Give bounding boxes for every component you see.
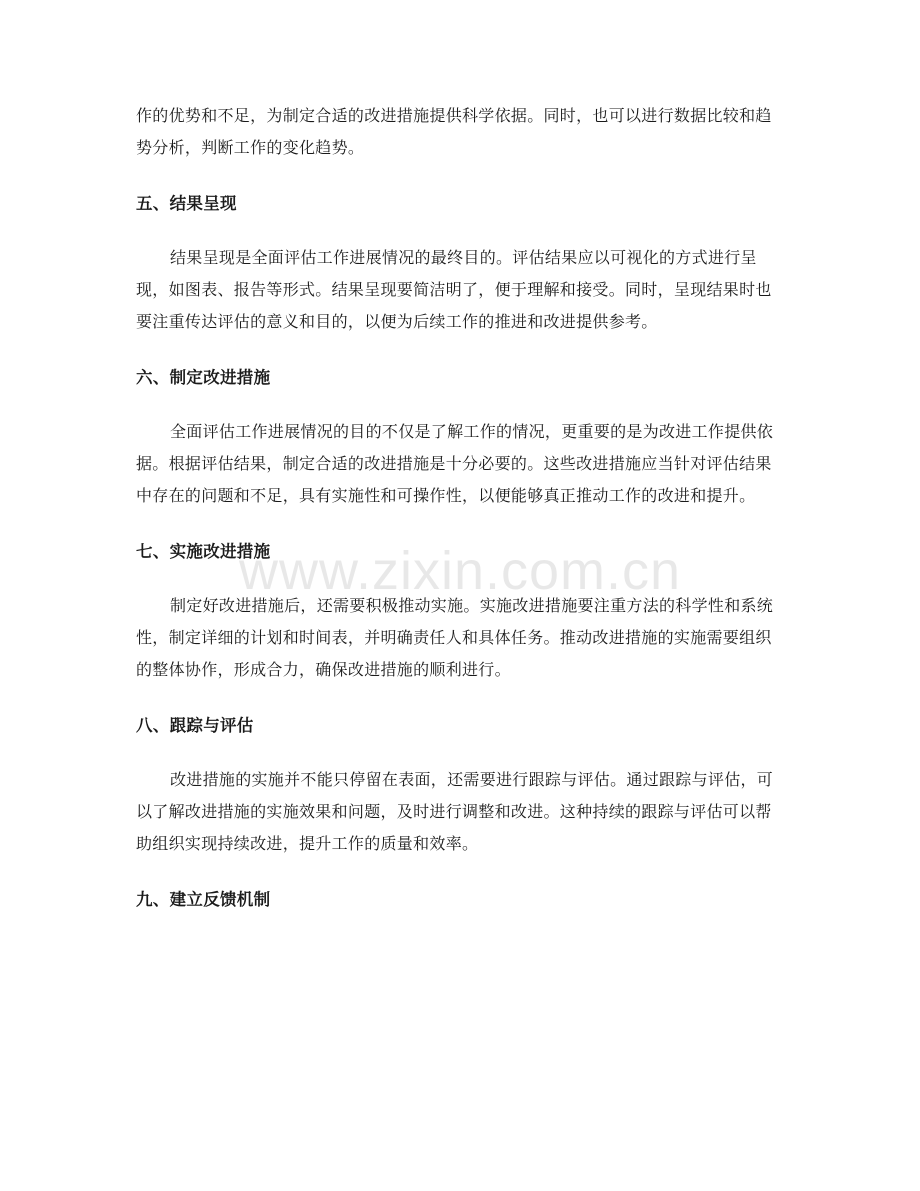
section-heading-5: 五、结果呈现 xyxy=(136,194,237,213)
section-heading-7: 七、实施改进措施 xyxy=(136,542,271,561)
section-heading-8: 八、跟踪与评估 xyxy=(136,716,254,735)
document-body xyxy=(136,100,784,916)
watermark: www.zixin.com.cn xyxy=(238,541,682,601)
section-heading-9: 九、建立反馈机制 xyxy=(136,890,271,909)
section-body-6: 全面评估工作进展情况的目的不仅是了解工作的情况，更重要的是为改进工作提供依据。根据评估结果，制定合适的改进措施是十分必要的。这些改进措施应当针对评估结果中存在的问题和不足，具有实施性和可操作性，以便能够真正推动工作的改进和提升。 xyxy=(136,422,774,505)
section-body-7: 制定好改进措施后，还需要积极推动实施。实施改进措施要注重方法的科学性和系统性，制定详细的计划和时间表，并明确责任人和具体任务。推动改进措施的实施需要组织的整体协作，形成合力，确保改进措施的顺利进行。 xyxy=(136,596,774,679)
section-heading-6: 六、制定改进措施 xyxy=(136,368,271,387)
section-body-8: 改进措施的实施并不能只停留在表面，还需要进行跟踪与评估。通过跟踪与评估，可以了解改进措施的实施效果和问题，及时进行调整和改进。这种持续的跟踪与评估可以帮助组织实现持续改进，提升工作的质量和效率。 xyxy=(136,770,774,853)
intro-paragraph: 作的优势和不足，为制定合适的改进措施提供科学依据。同时，也可以进行数据比较和趋势分析，判断工作的变化趋势。 xyxy=(136,106,772,157)
section-body-5: 结果呈现是全面评估工作进展情况的最终目的。评估结果应以可视化的方式进行呈现，如图表、报告等形式。结果呈现要简洁明了，便于理解和接受。同时，呈现结果时也要注重传达评估的意义和目的，以便为后续工作的推进和改进提供参考。 xyxy=(136,248,772,331)
